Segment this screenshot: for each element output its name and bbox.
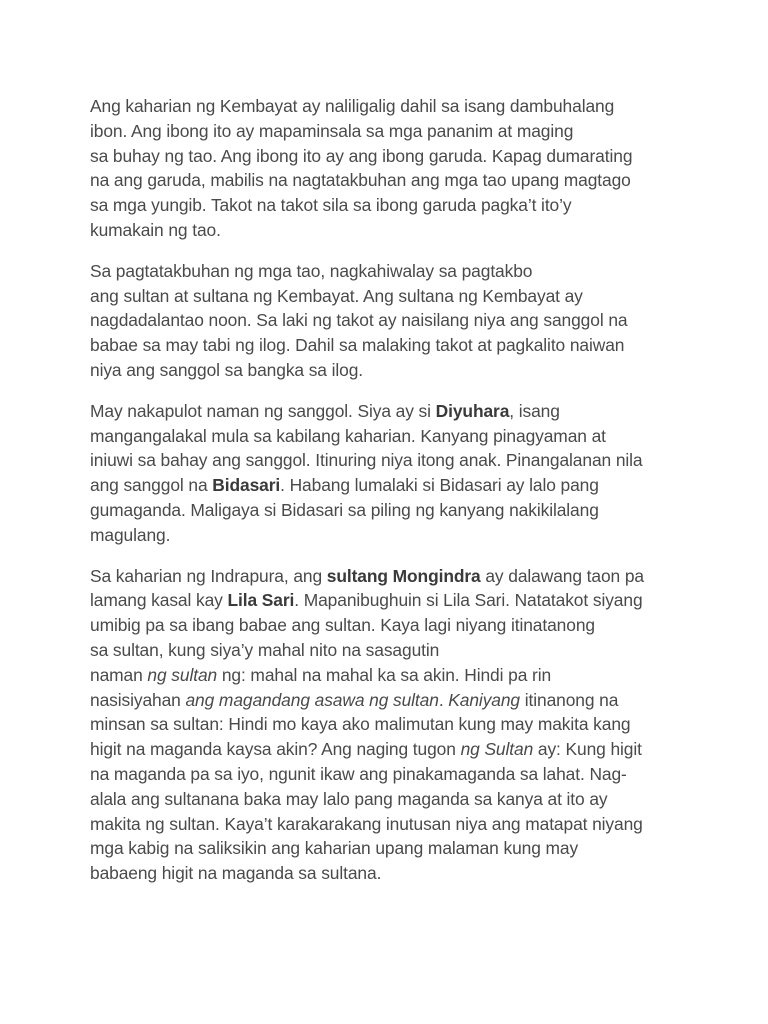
document-body <box>90 94 680 902</box>
text-line <box>90 473 680 498</box>
text-run: ang sanggol na <box>90 475 213 496</box>
text-run: . <box>438 689 449 710</box>
text-run: nasisiyahan <box>90 689 186 710</box>
text-line <box>90 333 680 358</box>
text-run: na ang garuda, mabilis na nagtatakbuhan ang mga tao upang magtago <box>90 170 631 191</box>
text-run: mga kabig na saliksikin ang kaharian upang malaman kung may <box>90 838 579 859</box>
text-line <box>90 498 680 523</box>
text-run: na maganda pa sa iyo, ngunit ikaw ang pinakamaganda sa lahat. Nag- <box>90 763 627 784</box>
text-line <box>90 712 680 737</box>
text-run: , isang <box>509 400 560 421</box>
text-line <box>90 448 680 473</box>
text-run: naman <box>90 664 148 685</box>
text-line <box>90 737 680 762</box>
text-run: . Habang lumalaki si Bidasari ay lalo pang <box>280 475 599 496</box>
text-run: Sa pagtatakbuhan ng mga tao, nagkahiwalay sa pagtakbo <box>90 260 533 281</box>
text-line <box>90 144 680 169</box>
text-run: Sa kaharian ng Indrapura, ang <box>90 565 327 586</box>
text-line <box>90 119 680 144</box>
text-line <box>90 638 680 663</box>
text-line <box>90 613 680 638</box>
text-run: umibig pa sa ibang babae ang sultan. Kaya lagi niyang itinatanong <box>90 615 595 636</box>
text-run: makita ng sultan. Kaya’t karakarakang inutusan niya ang matapat niyang <box>90 813 643 834</box>
text-line <box>90 663 680 688</box>
paragraph-1 <box>90 94 680 243</box>
text-line <box>90 861 680 886</box>
text-run: gumaganda. Maligaya si Bidasari sa piling ng kanyang nakikilalang <box>90 499 599 520</box>
text-run: ang sultan at sultana ng Kembayat. Ang sultana ng Kembayat ay <box>90 285 583 306</box>
text-line <box>90 564 680 589</box>
paragraph-2 <box>90 259 680 383</box>
text-run: nagdadalantao noon. Sa laki ng takot ay naisilang niya ang sanggol na <box>90 310 628 331</box>
text-line <box>90 358 680 383</box>
text-line <box>90 812 680 837</box>
text-line <box>90 284 680 309</box>
text-line <box>90 218 680 243</box>
text-run: itinanong na <box>520 689 619 710</box>
bold-name: Lila Sari <box>227 590 295 611</box>
text-run: ng: mahal na mahal ka sa akin. Hindi pa rin <box>217 664 552 685</box>
text-line <box>90 588 680 613</box>
text-run: sa mga yungib. Takot na takot sila sa ibong garuda pagka’t ito’y <box>90 195 572 216</box>
text-line <box>90 787 680 812</box>
text-run: babaeng higit na maganda sa sultana. <box>90 863 382 884</box>
text-line <box>90 523 680 548</box>
italic-text: ang magandang asawa ng sultan <box>185 689 439 710</box>
text-run: sa sultan, kung siya’y mahal nito na sasagutin <box>90 639 440 660</box>
text-run: alala ang sultanana baka may lalo pang maganda sa kanya at ito ay <box>90 788 608 809</box>
text-run: niya ang sanggol sa bangka sa ilog. <box>90 359 364 380</box>
text-line <box>90 762 680 787</box>
bold-name: Bidasari <box>212 475 281 496</box>
text-run: kumakain ng tao. <box>90 219 221 240</box>
italic-text: ng sultan <box>147 664 218 685</box>
text-line <box>90 836 680 861</box>
text-run: lamang kasal kay <box>90 590 228 611</box>
text-run: iniuwi sa bahay ang sanggol. Itinuring niya itong anak. Pinangalanan nila <box>90 450 643 471</box>
text-line <box>90 399 680 424</box>
text-run: mangangalakal mula sa kabilang kaharian. Kanyang pinagyaman at <box>90 425 606 446</box>
text-run: minsan sa sultan: Hindi mo kaya ako malimutan kung may makita kang <box>90 714 631 735</box>
text-run: sa buhay ng tao. Ang ibong ito ay ang ibong garuda. Kapag dumarating <box>90 145 633 166</box>
text-line <box>90 424 680 449</box>
text-line <box>90 688 680 713</box>
bold-name: sultang Mongindra <box>326 565 481 586</box>
paragraph-3 <box>90 399 680 548</box>
paragraph-4 <box>90 564 680 886</box>
text-line <box>90 308 680 333</box>
text-run: magulang. <box>90 524 171 545</box>
bold-name: Diyuhara <box>435 400 510 421</box>
text-line <box>90 168 680 193</box>
text-line <box>90 193 680 218</box>
text-run: ibon. Ang ibong ito ay mapaminsala sa mga pananim at maging <box>90 120 574 141</box>
text-run: May nakapulot naman ng sanggol. Siya ay si <box>90 400 436 421</box>
text-line <box>90 94 680 119</box>
text-run: . Mapanibughuin si Lila Sari. Natatakot siyang <box>294 590 643 611</box>
italic-text: ng Sultan <box>460 739 534 760</box>
text-run: ay dalawang taon pa <box>480 565 644 586</box>
text-run: ay: Kung higit <box>533 739 642 760</box>
text-run: babae sa may tabi ng ilog. Dahil sa malaking takot at pagkalito naiwan <box>90 335 625 356</box>
text-run: higit na maganda kaysa akin? Ang naging tugon <box>90 739 461 760</box>
text-run: Ang kaharian ng Kembayat ay naliligalig dahil sa isang dambuhalang <box>90 96 615 116</box>
text-line <box>90 259 680 284</box>
italic-text: Kaniyang <box>448 689 520 710</box>
